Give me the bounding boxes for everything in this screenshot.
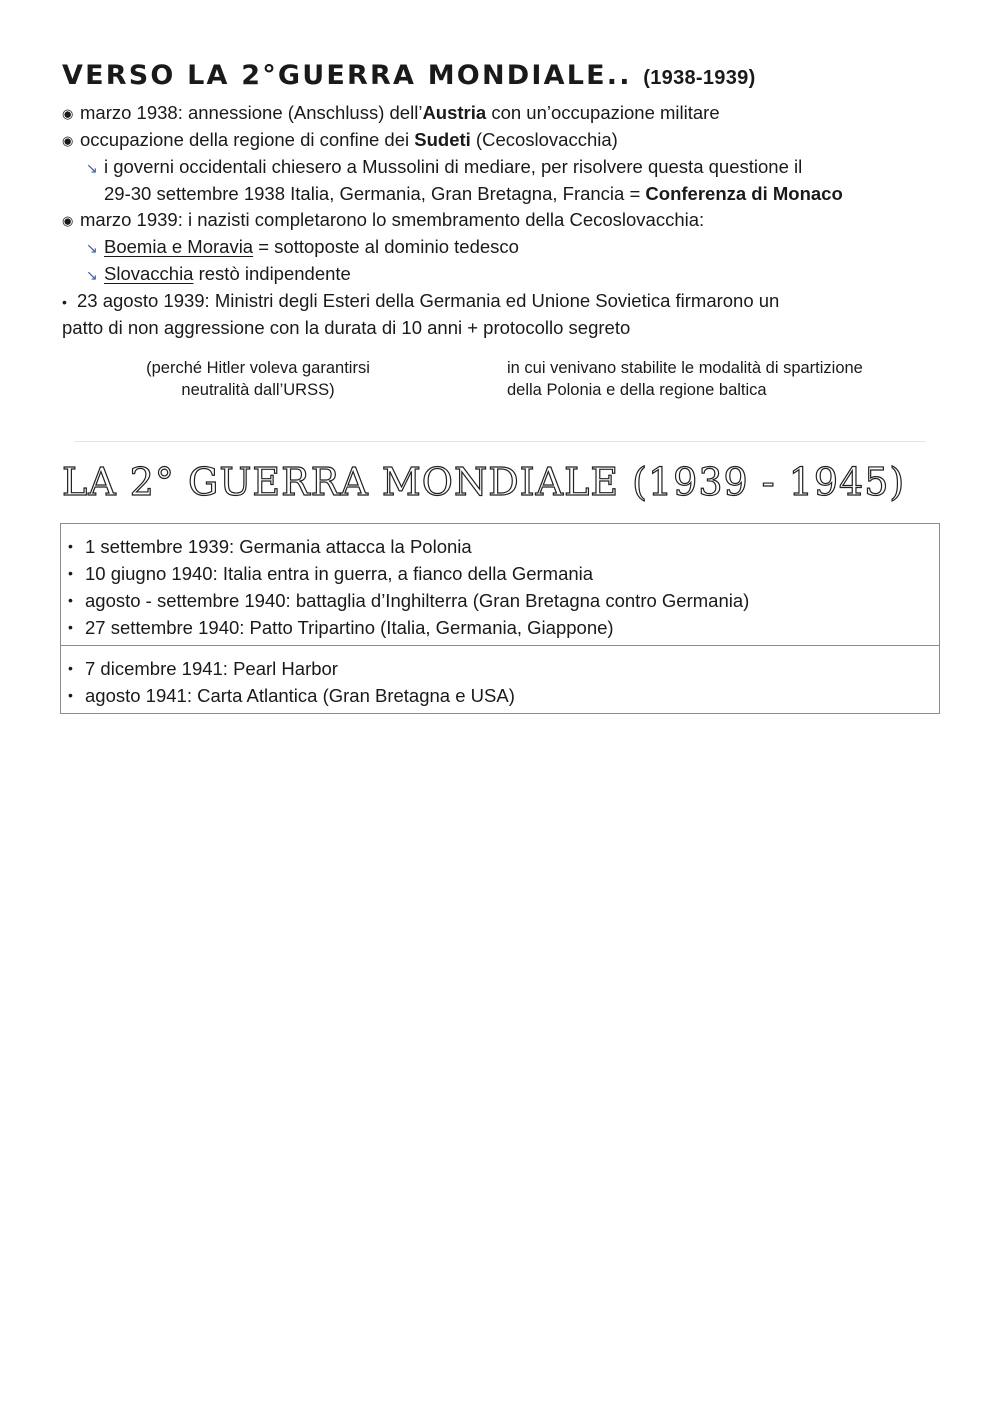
return-arrow-icon: ↘ [86, 240, 98, 256]
circle-dot-icon: ◉ [62, 106, 74, 121]
section1-title-text: VERSO LA 2°GUERRA MONDIALE.. [62, 60, 632, 91]
sub-item-continuation: 29-30 settembre 1938 Italia, Germania, Gran Bretagna, Francia = Conferenza di Monaco [104, 183, 843, 204]
section1-years: (1938-1939) [643, 67, 756, 89]
list-item: • 10 giugno 1940: Italia entra in guerra, a fianco della Germania [61, 560, 939, 587]
sub-item: ↘ i governi occidentali chiesero a Mussolini di mediare, per risolvere questa questione il [86, 156, 803, 177]
bullet-icon: • [62, 294, 67, 310]
list-item: ◉ marzo 1938: annessione (Anschluss) dell’Austria con un’occupazione militare [62, 102, 720, 123]
events-box-2 [60, 645, 940, 714]
return-arrow-icon: ↘ [86, 160, 98, 176]
section1-title [62, 60, 756, 91]
sub-item: ↘ Boemia e Moravia = sottoposte al dominio tedesco [86, 236, 519, 257]
note-right: in cui venivano stabilite le modalità di spartizione della Polonia e della regione baltica [507, 359, 863, 399]
list-item: ◉ marzo 1939: i nazisti completarono lo smembramento della Cecoslovacchia: [62, 209, 705, 230]
sub-item: ↘ Slovacchia restò indipendente [86, 263, 351, 284]
list-item: • 23 agosto 1939: Ministri degli Esteri della Germania ed Unione Sovietica firmarono un [62, 290, 780, 311]
return-arrow-icon: ↘ [86, 267, 98, 283]
circle-dot-icon: ◉ [62, 133, 74, 148]
section2-title: LA 2° GUERRA MONDIALE (1939 - 1945) [62, 460, 906, 504]
list-item: • agosto - settembre 1940: battaglia d’Inghilterra (Gran Bretagna contro Germania) [61, 587, 939, 614]
events-box-1 [60, 523, 940, 646]
circle-dot-icon: ◉ [62, 213, 74, 228]
list-item: • 27 settembre 1940: Patto Tripartino (Italia, Germania, Giappone) [61, 614, 939, 641]
list-item-continuation: patto di non aggressione con la durata di 10 anni + protocollo segreto [62, 317, 631, 338]
list-item: • 7 dicembre 1941: Pearl Harbor [61, 655, 939, 682]
list-item: • agosto 1941: Carta Atlantica (Gran Bretagna e USA) [61, 682, 939, 709]
list-item: • 1 settembre 1939: Germania attacca la Polonia [61, 533, 939, 560]
list-item: ◉ occupazione della regione di confine dei Sudeti (Cecoslovacchia) [62, 129, 618, 150]
section-divider [74, 441, 926, 442]
note-left: (perché Hitler voleva garantirsi neutralità dall’URSS) [146, 359, 370, 399]
